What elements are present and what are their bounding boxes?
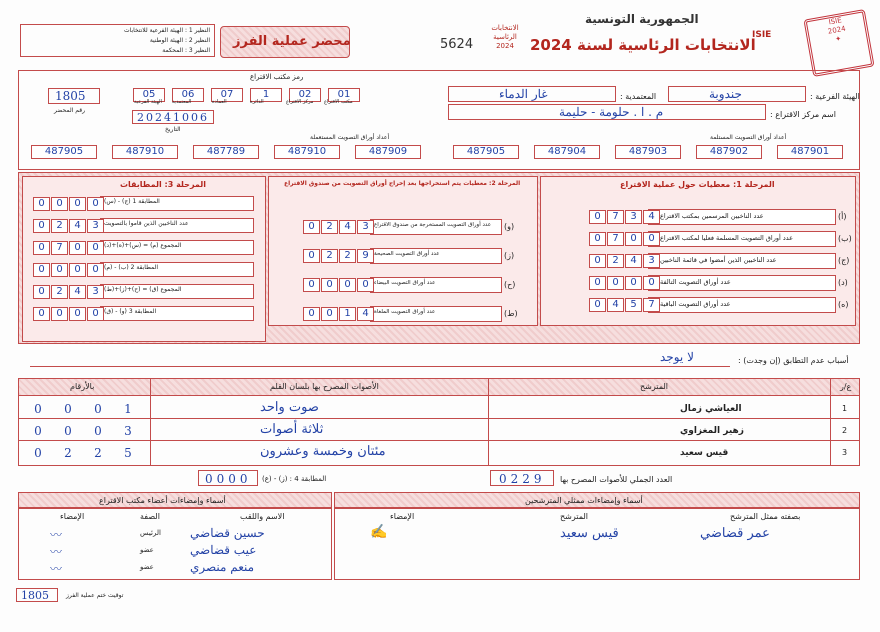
code-1: 05 bbox=[132, 82, 165, 102]
code-caption-2: المعتمدية bbox=[172, 99, 192, 105]
candidate-words: ثلاثة أصوات bbox=[260, 422, 324, 437]
staff-title-bar bbox=[18, 492, 332, 508]
stage2-value-digit: 0 bbox=[357, 278, 374, 292]
stage2-value-digit: 4 bbox=[357, 307, 374, 321]
reps-title-bar bbox=[334, 492, 860, 508]
stage3-value-digit: 0 bbox=[51, 263, 68, 277]
isie-logo: ISIE bbox=[752, 30, 772, 40]
received-1: 487905 bbox=[453, 145, 519, 159]
code-label: رمز مكتب الاقتراع bbox=[250, 73, 304, 81]
stage1-value bbox=[588, 276, 660, 290]
stage3-value-digit: 0 bbox=[69, 197, 86, 211]
footer-number: 1805 bbox=[21, 589, 49, 602]
stage2-value-digit: 0 bbox=[303, 307, 320, 321]
candidate-digits bbox=[30, 402, 136, 416]
stage1-code: (د) bbox=[838, 278, 848, 287]
stage1-value-digit: 5 bbox=[625, 298, 642, 312]
rep-candidate: قيس سعيد bbox=[560, 526, 619, 541]
stage1-label: عدد الناخبين الذين أمضوا في قائمة الناخبين bbox=[660, 256, 777, 264]
stage1-value-digit: 0 bbox=[589, 232, 606, 246]
stage2-value-digit: 0 bbox=[339, 278, 356, 292]
received-3: 487903 bbox=[615, 145, 681, 159]
regional-value: جندوبة bbox=[709, 87, 742, 101]
regional-field bbox=[668, 86, 806, 102]
code-3: 07 bbox=[210, 82, 243, 102]
stage3-value bbox=[32, 285, 104, 299]
stage3-value-digit: 0 bbox=[33, 241, 50, 255]
candidate-divider bbox=[18, 440, 860, 441]
code-2: 06 bbox=[171, 82, 204, 102]
candidate-num: 1 bbox=[842, 404, 848, 413]
match4-value: 0000 bbox=[205, 472, 252, 486]
ballots-received bbox=[452, 145, 843, 159]
stage3-value bbox=[32, 197, 104, 211]
stage1-value-digit: 0 bbox=[589, 276, 606, 290]
stage3-value-digit: 3 bbox=[87, 285, 104, 299]
stage3-label: المطابقة 3 (و) - (ق) bbox=[104, 308, 157, 315]
stage1-title: المرحلة 1: معطيات حول عملية الاقتراع bbox=[620, 180, 775, 189]
minutes-number-field bbox=[48, 88, 100, 104]
stage3-label: المجموع (ق) = (ح)+(ز)+(ط) bbox=[104, 286, 182, 293]
republic-title: الجمهورية التونسية bbox=[585, 12, 699, 26]
stage3-value-digit: 2 bbox=[51, 219, 68, 233]
stage2-code: (ط) bbox=[504, 309, 518, 318]
stage3-label: المجموع (م) = (س)+(ه)+(د) bbox=[104, 242, 182, 249]
staff-role: الرئيس bbox=[140, 529, 161, 537]
candidate-name: العياشي زمال bbox=[680, 404, 742, 414]
stage1-value bbox=[588, 254, 660, 268]
staff-role: عضو bbox=[140, 546, 154, 554]
candidate-digit: 2 bbox=[94, 446, 102, 460]
candidate-digits bbox=[30, 446, 136, 460]
candidate-divider bbox=[18, 418, 860, 419]
minutes-title: محضر عملية الفرز bbox=[233, 34, 351, 49]
stage3-value-digit: 0 bbox=[69, 263, 86, 277]
election-logo: الانتخابات الرئاسية 2024 bbox=[491, 24, 519, 50]
candidate-words: صوت واحد bbox=[260, 400, 319, 415]
stage3-value-digit: 0 bbox=[33, 197, 50, 211]
footer-label: توقيت ختم عملية الفرز bbox=[66, 592, 124, 599]
stage2-code: (ح) bbox=[504, 280, 516, 289]
minutes-number-value: 1805 bbox=[55, 89, 86, 103]
date-label: التاريخ bbox=[165, 126, 181, 133]
center-value: م . ا . حلومة - حليمة bbox=[559, 105, 664, 119]
candidate-digit: 0 bbox=[94, 424, 102, 438]
stage1-label: عدد أوراق التصويت الباقية bbox=[660, 300, 731, 308]
total-field bbox=[490, 470, 554, 486]
hdr-num: ع/ر bbox=[840, 382, 852, 391]
stage2-value-digit: 0 bbox=[321, 307, 338, 321]
stage3-value bbox=[32, 241, 104, 255]
candidate-digit: 1 bbox=[124, 402, 132, 416]
candidate-digit: 5 bbox=[124, 446, 132, 460]
stage1-label: عدد أوراق التصويت التالفة bbox=[660, 278, 731, 286]
stage1-value-digit: 3 bbox=[625, 210, 642, 224]
candidate-digits bbox=[30, 424, 136, 438]
stage2-label: عدد أوراق التصويت البيضاء bbox=[374, 280, 436, 286]
stage3-value-digit: 4 bbox=[69, 219, 86, 233]
code-caption-5: مركز الاقتراع bbox=[286, 99, 314, 105]
stage2-value-digit: 0 bbox=[303, 220, 320, 234]
copy-2: النظير 2 : الهيئة الوطنية bbox=[149, 37, 210, 44]
stage1-value bbox=[588, 298, 660, 312]
hdr-words: الأصوات المصرح بها بلسان القلم bbox=[270, 382, 379, 391]
stage3-value-digit: 7 bbox=[51, 241, 68, 255]
stage2-value bbox=[302, 249, 374, 263]
staff-hdr-sign: الإمضاء bbox=[60, 512, 85, 521]
stage1-value-digit: 7 bbox=[607, 210, 624, 224]
stage1-value-digit: 4 bbox=[625, 254, 642, 268]
code-caption-6: مكتب الاقتراع bbox=[324, 99, 353, 105]
stage1-value-digit: 0 bbox=[589, 210, 606, 224]
center-field bbox=[448, 104, 766, 120]
center-label: اسم مركز الاقتراع : bbox=[770, 110, 836, 119]
stage1-value-digit: 0 bbox=[625, 232, 642, 246]
stage2-value-digit: 1 bbox=[339, 307, 356, 321]
copy-1: النظير 1 : الهيئة الفرعية للانتخابات bbox=[123, 27, 210, 34]
candidate-digit: 0 bbox=[64, 402, 72, 416]
candidate-name: زهير المغزاوي bbox=[680, 426, 744, 436]
stage2-value-digit: 0 bbox=[303, 249, 320, 263]
date-value: 20241006 bbox=[137, 111, 209, 124]
reasons-value: لا يوجد bbox=[660, 350, 694, 364]
stage1-value-digit: 0 bbox=[643, 232, 660, 246]
staff-hdr-role: الصفة bbox=[140, 512, 160, 521]
reps-hdr-rep: بصفته ممثل المترشح bbox=[730, 512, 801, 521]
candidate-name: قيس سعيد bbox=[680, 448, 729, 458]
minutes-number-label: رقم المحضر bbox=[54, 107, 86, 114]
used-3: 487789 bbox=[193, 145, 259, 159]
stage2-value-digit: 2 bbox=[321, 249, 338, 263]
received-2: 487904 bbox=[534, 145, 600, 159]
stage1-value bbox=[588, 210, 660, 224]
candidate-num: 3 bbox=[842, 448, 848, 457]
stage3-value-digit: 2 bbox=[51, 285, 68, 299]
stage3-value-digit: 0 bbox=[69, 241, 86, 255]
staff-name: منعم منصري bbox=[190, 560, 255, 574]
ballots-received-label: أعداد أوراق التصويت المستلمة bbox=[710, 134, 787, 141]
reasons-label: أسباب عدم التطابق (إن وجدت) : bbox=[738, 356, 849, 365]
stage2-label: عدد أوراق التصويت الملغاة bbox=[374, 309, 436, 315]
stage1-code: (ه) bbox=[838, 300, 849, 309]
stage2-value-digit: 3 bbox=[357, 220, 374, 234]
delegation-field bbox=[448, 86, 616, 102]
stage3-value-digit: 0 bbox=[33, 219, 50, 233]
stage3-value bbox=[32, 219, 104, 233]
received-4: 487902 bbox=[696, 145, 762, 159]
stage3-value-digit: 0 bbox=[87, 263, 104, 277]
col-line-2 bbox=[488, 378, 489, 466]
staff-title: أسماء وإمضاءات أعضاء مكتب الاقتراع bbox=[99, 496, 226, 505]
rep-signature: ✍ bbox=[370, 524, 388, 540]
stage1-label: عدد أوراق التصويت المسلمة فعليا لمكتب الاقتراع bbox=[660, 234, 794, 242]
stage2-label: عدد أوراق التصويت الصحيحة bbox=[374, 251, 440, 257]
stage1-value-digit: 0 bbox=[589, 298, 606, 312]
stage1-value-digit: 3 bbox=[643, 254, 660, 268]
candidate-words: مئتان وخمسة وعشرون bbox=[260, 444, 386, 459]
stage3-value bbox=[32, 307, 104, 321]
stage3-value-digit: 0 bbox=[33, 307, 50, 321]
hdr-digits: بالأرقام bbox=[70, 382, 95, 391]
stage2-value bbox=[302, 220, 374, 234]
total-value: 0229 bbox=[499, 472, 546, 486]
candidate-digit: 3 bbox=[124, 424, 132, 438]
stage2-value bbox=[302, 307, 374, 321]
code-6: 01 bbox=[327, 82, 360, 102]
ballots-used bbox=[30, 145, 421, 159]
stage2-value-digit: 0 bbox=[303, 278, 320, 292]
code-caption-3: العمادة bbox=[212, 99, 227, 105]
code-5: 02 bbox=[288, 82, 321, 102]
stage2-code: (و) bbox=[504, 222, 515, 231]
stage1-value-digit: 0 bbox=[625, 276, 642, 290]
staff-signature: 〰 bbox=[50, 562, 63, 576]
regional-label: الهيئة الفرعية : bbox=[810, 92, 860, 101]
stage1-value-digit: 0 bbox=[607, 276, 624, 290]
stage2-value-digit: 2 bbox=[339, 249, 356, 263]
stage2-label: عدد أوراق التصويت المستخرجة من صندوق الاقتراع bbox=[374, 222, 492, 228]
staff-signature: 〰 bbox=[50, 545, 63, 559]
date-field bbox=[132, 110, 214, 124]
stage1-value-digit: 7 bbox=[643, 298, 660, 312]
stage1-value-digit: 0 bbox=[589, 254, 606, 268]
stage3-label: المطابقة 2 (ب) - (م) bbox=[104, 264, 158, 271]
stage3-value-digit: 0 bbox=[51, 197, 68, 211]
reps-title: أسماء وإمضاءات ممثلي المترشحين bbox=[525, 496, 643, 505]
stage2-value bbox=[302, 278, 374, 292]
stage2-value-digit: 9 bbox=[357, 249, 374, 263]
used-4: 487910 bbox=[274, 145, 340, 159]
stage1-value-digit: 2 bbox=[607, 254, 624, 268]
used-1: 487905 bbox=[31, 145, 97, 159]
stage3-value-digit: 3 bbox=[87, 219, 104, 233]
stage3-value-digit: 4 bbox=[69, 285, 86, 299]
match4-label: المطابقة 4 : (ز) - (ع) bbox=[262, 475, 327, 483]
reasons-line bbox=[30, 366, 730, 367]
stage1-label: عدد الناخبين المرسمين بمكتب الاقتراع bbox=[660, 212, 764, 220]
received-5: 487901 bbox=[777, 145, 843, 159]
used-2: 487910 bbox=[112, 145, 178, 159]
stage1-value-digit: 0 bbox=[643, 276, 660, 290]
code-4: 1 bbox=[249, 82, 282, 102]
stage3-value-digit: 0 bbox=[69, 307, 86, 321]
footer-number-field bbox=[16, 588, 58, 602]
candidate-num: 2 bbox=[842, 426, 848, 435]
candidate-digit: 0 bbox=[34, 402, 42, 416]
candidate-digit: 0 bbox=[64, 424, 72, 438]
stage1-code: (ج) bbox=[838, 256, 850, 265]
candidate-digit: 0 bbox=[94, 402, 102, 416]
staff-role: عضو bbox=[140, 563, 154, 571]
stage2-value-digit: 0 bbox=[321, 278, 338, 292]
delegation-label: المعتمدية : bbox=[620, 92, 657, 101]
stage3-value-digit: 0 bbox=[87, 307, 104, 321]
election-title: الانتخابات الرئاسية لسنة 2024 bbox=[530, 36, 756, 54]
candidate-digit: 0 bbox=[34, 446, 42, 460]
stage2-code: (ز) bbox=[504, 251, 515, 260]
stage3-label: عدد الناخبين الذين قاموا بالتصويت bbox=[104, 220, 189, 227]
stage3-value-digit: 0 bbox=[33, 263, 50, 277]
reps-hdr-sign: الإمضاء bbox=[390, 512, 415, 521]
stage3-value-digit: 0 bbox=[33, 285, 50, 299]
stage3-title: المرحلة 3: المطابقات bbox=[120, 180, 207, 189]
match4-field bbox=[198, 470, 258, 486]
stage3-value-digit: 0 bbox=[87, 197, 104, 211]
official-stamp: ISIE 2024 ✦ bbox=[803, 9, 874, 77]
stage3-value-digit: 0 bbox=[51, 307, 68, 321]
candidate-digit: 2 bbox=[64, 446, 72, 460]
col-line-3 bbox=[150, 378, 151, 466]
copy-3: النظير 3 : المحكمة bbox=[162, 47, 210, 54]
serial-number: 5624 bbox=[440, 37, 474, 52]
stage1-value bbox=[588, 232, 660, 246]
staff-name: حسين قضاضي bbox=[190, 526, 265, 540]
copies-box bbox=[20, 24, 215, 57]
stage1-code: (أ) bbox=[838, 212, 847, 221]
code-caption-1: الهيئة الفرعية bbox=[134, 99, 162, 105]
reps-hdr-cand: المترشح bbox=[560, 512, 588, 521]
stage3-label: المطابقة 1 (ج) - (س) bbox=[104, 198, 160, 205]
stage3-value bbox=[32, 263, 104, 277]
candidate-digit: 0 bbox=[34, 424, 42, 438]
stage1-value-digit: 7 bbox=[607, 232, 624, 246]
candidates-header bbox=[18, 378, 860, 396]
staff-name: عيب قضاضي bbox=[190, 543, 257, 557]
stage2-value-digit: 2 bbox=[321, 220, 338, 234]
ballots-used-label: أعداد أوراق التصويت المستعملة bbox=[310, 134, 390, 141]
minutes-title-box bbox=[220, 26, 350, 58]
used-5: 487909 bbox=[355, 145, 421, 159]
staff-signature: 〰 bbox=[50, 528, 63, 542]
stage1-code: (ب) bbox=[838, 234, 852, 243]
stage2-title: المرحلة 2: معطيات يتم استخراجها بعد إخراج أوراق التصويت من صندوق الاقتراع bbox=[284, 180, 521, 187]
delegation-value: غار الدماء bbox=[499, 87, 548, 101]
total-label: العدد الجملي للأصوات المصرح بها bbox=[560, 475, 673, 484]
col-line-1 bbox=[830, 378, 831, 466]
code-caption-4: الدائرة bbox=[250, 99, 264, 105]
stage3-value-digit: 0 bbox=[87, 241, 104, 255]
stage1-value-digit: 4 bbox=[643, 210, 660, 224]
hdr-name: المترشح bbox=[640, 382, 668, 391]
rep-name: عمر قضاضي bbox=[700, 526, 770, 541]
stage1-value-digit: 4 bbox=[607, 298, 624, 312]
staff-hdr-name: الاسم واللقب bbox=[240, 512, 285, 521]
stage2-value-digit: 4 bbox=[339, 220, 356, 234]
